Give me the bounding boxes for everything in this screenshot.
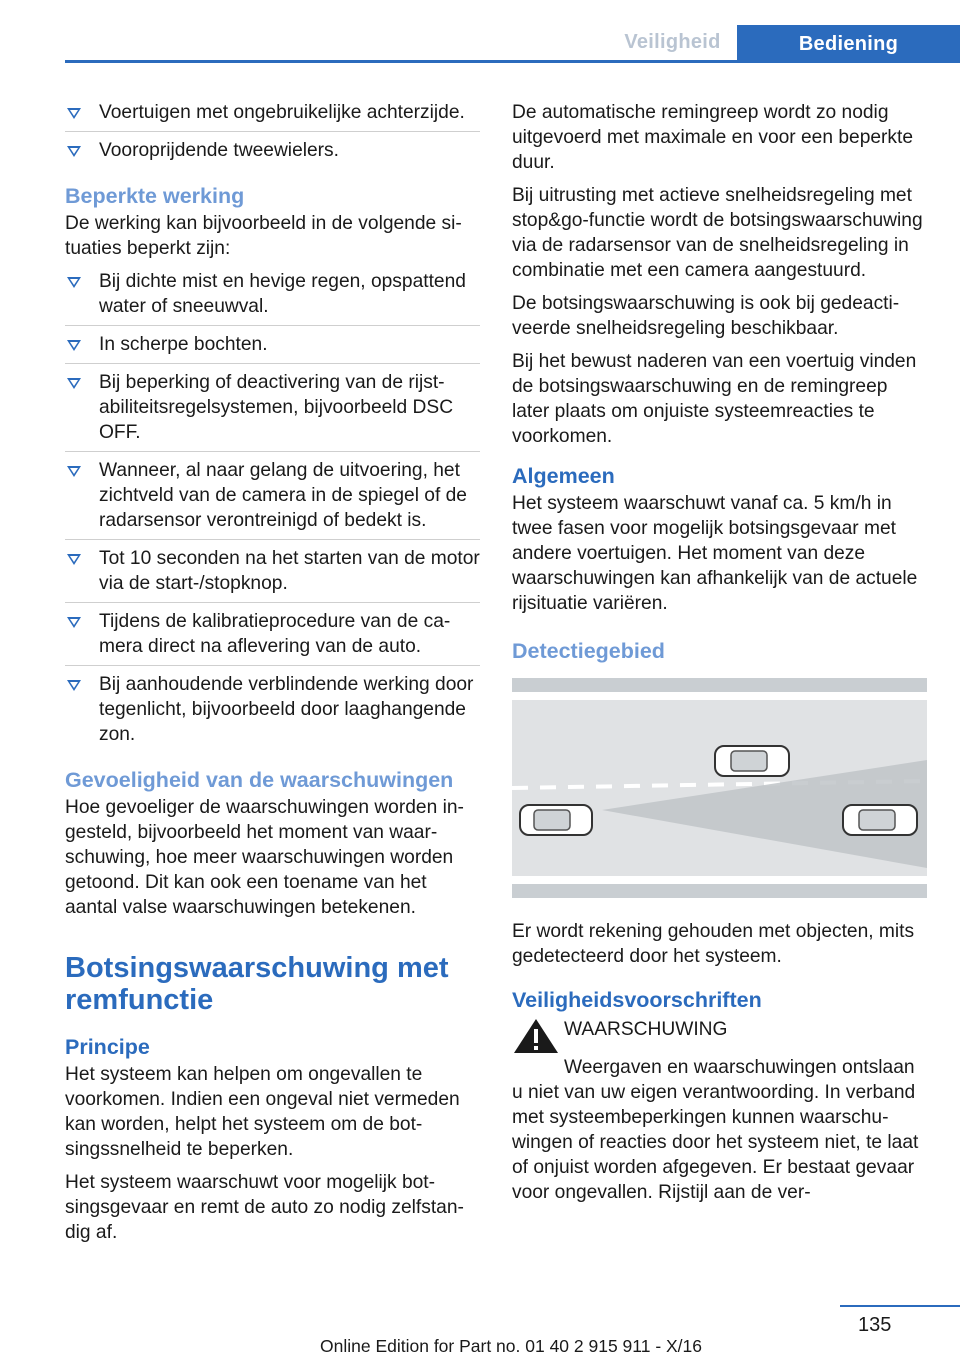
list-item: In scherpe bochten. (65, 332, 480, 364)
heading-principe: Principe (65, 1035, 150, 1059)
header-rule (65, 60, 960, 63)
detection-area-figure (512, 678, 927, 898)
list-item: Bij dichte mist en hevige regen, opspattend water of sneeuwval. (65, 269, 480, 326)
principe-p2: Het systeem waarschuwt voor mogelijk botsingsgevaar en remt de auto zo nodig zelfstandig af. (65, 1172, 464, 1243)
car-icon (520, 805, 592, 835)
header-tab-veiligheid[interactable]: Veiligheid (624, 31, 721, 53)
bullet-list-top (65, 100, 480, 169)
list-item: Bij beperking of deactivering van de rijstabiliteitsregelsystemen, bijvoorbeeld DSC OFF. (65, 370, 480, 452)
right-p4: Bij het bewust naderen van een voertuig vinden de botsingswaarschuwing en de remingreep later plaats om onjuiste systeemreacties te voorkomen. (512, 351, 917, 447)
car-icon (843, 805, 917, 835)
triangle-bullet-icon (67, 108, 81, 119)
left-column (65, 100, 480, 1253)
footer-edition: Online Edition for Part no. 01 40 2 915 911 - X/16 (320, 1336, 703, 1356)
warning-title: WAARSCHUWING (564, 1019, 728, 1040)
heading-veiligheidsvoorschriften: Veiligheidsvoorschriften (512, 988, 762, 1012)
right-p3: De botsingswaarschuwing is ook bij gedeactiveerde snelheidsregeling beschikbaar. (512, 293, 900, 339)
warning-triangle-icon (512, 1017, 560, 1055)
triangle-bullet-icon (67, 146, 81, 157)
triangle-bullet-icon (67, 466, 81, 477)
heading-algemeen: Algemeen (512, 464, 615, 488)
car-icon (715, 746, 789, 776)
triangle-bullet-icon (67, 680, 81, 691)
triangle-bullet-icon (67, 554, 81, 565)
heading-beperkte-werking: Beperkte werking (65, 184, 245, 208)
right-p2: Bij uitrusting met actieve snelheidsregeling met stop&go-functie wordt de botsingswaarschuwing via de radarsensor van de snelheidsregeling in combinatie met een camera aangestuurd. (512, 185, 923, 281)
list-item: Bij aanhoudende verblindende werking door tegenlicht, bijvoorbeeld door laaghangende zon. (65, 672, 480, 753)
gevoeligheid-text: Hoe gevoeliger de waarschuwingen worden ingesteld, bijvoorbeeld het moment van waarschuwing, hoe meer waarschuwingen worden getoond. Dit kan ook een toename van het aantal valse waarschuwingen betekenen. (65, 797, 464, 918)
triangle-bullet-icon (67, 340, 81, 351)
triangle-bullet-icon (67, 617, 81, 628)
page-number: 135 (858, 1314, 892, 1336)
warning-block (512, 1015, 930, 1055)
list-item: Voertuigen met ongebruikelijke achterzijde. (65, 100, 480, 132)
list-item: Wanneer, al naar gelang de uitvoering, het zichtveld van de camera in de spiegel of de radarsensor verontreinigd of bedekt is. (65, 458, 480, 540)
header-tab-bediening[interactable]: Bediening (737, 25, 960, 63)
warning-text: Weergaven en waarschuwingen ontslaan u niet van uw eigen verantwoording. In verband met systeembeperkingen kunnen waarschuwingen of reacties door het systeem niet, te laat of onjuist worden afgegeven. Er bestaat gevaar voor ongevallen. Rijstijl aan de ver- (512, 1057, 919, 1203)
section-title: Botsingswaarschuwing met remfunctie (65, 952, 449, 1016)
bullet-list-beperkte (65, 269, 480, 753)
list-item: Tot 10 seconden na het starten van de motor via de start-/stopknop. (65, 546, 480, 603)
right-p1: De automatische remingreep wordt zo nodig uitgevoerd met maximale en voor een beperkte duur. (512, 102, 914, 173)
principe-p1: Het systeem kan helpen om ongevallen te voorkomen. Indien een ongeval niet vermeden kan worden, helpt het systeem om de botsingssnelheid te beperken. (65, 1064, 460, 1160)
heading-gevoeligheid: Gevoeligheid van de waarschuwingen (65, 768, 454, 792)
triangle-bullet-icon (67, 378, 81, 389)
beperkte-intro: De werking kan bijvoorbeeld in de volgende situaties beperkt zijn: (65, 213, 462, 259)
footer-rule (840, 1305, 960, 1307)
heading-detectiegebied: Detectiegebied (512, 639, 665, 663)
list-item: Vooroprijdende tweewielers. (65, 138, 480, 169)
algemeen-text: Het systeem waarschuwt vanaf ca. 5 km/h in twee fasen voor mogelijk botsingsgevaar met andere voertuigen. Het moment van deze waarschuwingen kan afhankelijk van de actuele rijsituatie variëren. (512, 493, 918, 614)
right-column (512, 100, 930, 1213)
triangle-bullet-icon (67, 277, 81, 288)
detectie-caption: Er wordt rekening gehouden met objecten, mits gedetecteerd door het systeem. (512, 921, 915, 967)
list-item: Tijdens de kalibratieprocedure van de camera direct na aflevering van de auto. (65, 609, 480, 666)
